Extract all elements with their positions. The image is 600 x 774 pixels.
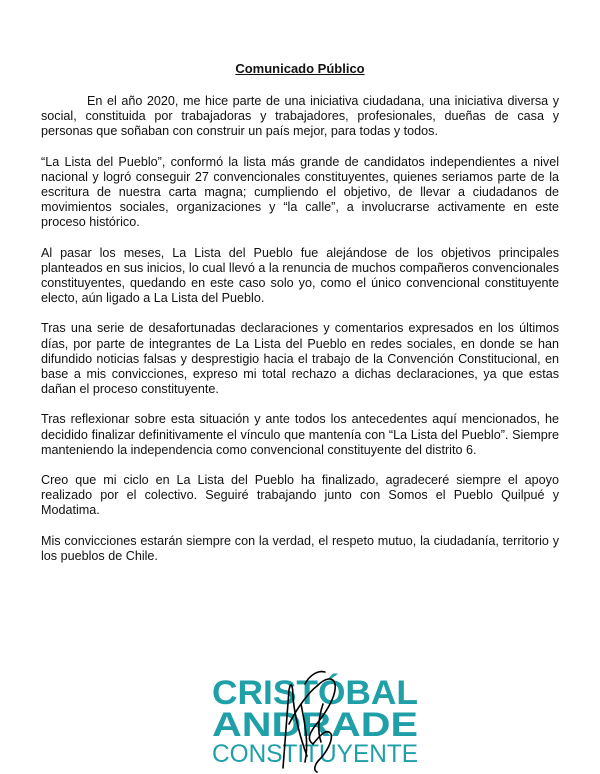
logo-name-line2: ANDRADE bbox=[212, 706, 418, 744]
logo-subtitle: CONSTITUYENTE bbox=[212, 740, 418, 768]
document-body bbox=[41, 94, 559, 579]
paragraph-2: “La Lista del Pueblo”, conformó la lista más grande de candidatos independientes a nivel nacional y logró conseguir 27 convencionales constituyentes, quienes seriamos parte de la escritura de nuestra carta magna; cumpliendo el objetivo, de llevar a ciudadanos de movimientos sociales, organizaciones y “la calle”, a involucrarse activamente en este proceso histórico. bbox=[41, 154, 559, 230]
signature-logo bbox=[205, 664, 425, 774]
paragraph-4: Tras una serie de desafortunadas declaraciones y comentarios expresados en los últimos días, por parte de integrantes de La Lista del Pueblo en redes sociales, en donde se han difundido noticias falsas y desprestigio hacia el trabajo de la Convención Constitucional, en base a mis convicciones, expreso mi total rechazo a dichas declaraciones, ya que estas dañan el proceso constituyente. bbox=[41, 321, 559, 397]
paragraph-3: Al pasar los meses, La Lista del Pueblo fue alejándose de los objetivos principales planteados en sus inicios, lo cual llevó a la renuncia de muchos compañeros convencionales constituyentes, quedando en este caso solo yo, como el único convencional constituyente electo, aún ligado a La Lista del Pueblo. bbox=[41, 245, 559, 306]
paragraph-7: Mis convicciones estarán siempre con la verdad, el respeto mutuo, la ciudadanía, territorio y los pueblos de Chile. bbox=[41, 533, 559, 563]
logo-name-line1: CRISTÓBAL bbox=[212, 674, 418, 712]
paragraph-6: Creo que mi ciclo en La Lista del Pueblo ha finalizado, agradeceré siempre el apoyo realizado por el colectivo. Seguiré trabajando junto con Somos el Pueblo Quilpué y Modatima. bbox=[41, 473, 559, 518]
paragraph-1: En el año 2020, me hice parte de una iniciativa ciudadana, una iniciativa diversa y social, constituida por trabajadoras y trabajadores, profesionales, dueñas de casa y personas que soñaban con construir un país mejor, para todas y todos. bbox=[41, 94, 559, 139]
paragraph-5: Tras reflexionar sobre esta situación y ante todos los antecedentes aquí mencionados, he decidido finalizar definitivamente el vínculo que mantenía con “La Lista del Pueblo”. Siempre manteniendo la independencia como convencional constituyente del distrito 6. bbox=[41, 412, 559, 457]
document-title: Comunicado Público bbox=[235, 61, 365, 76]
